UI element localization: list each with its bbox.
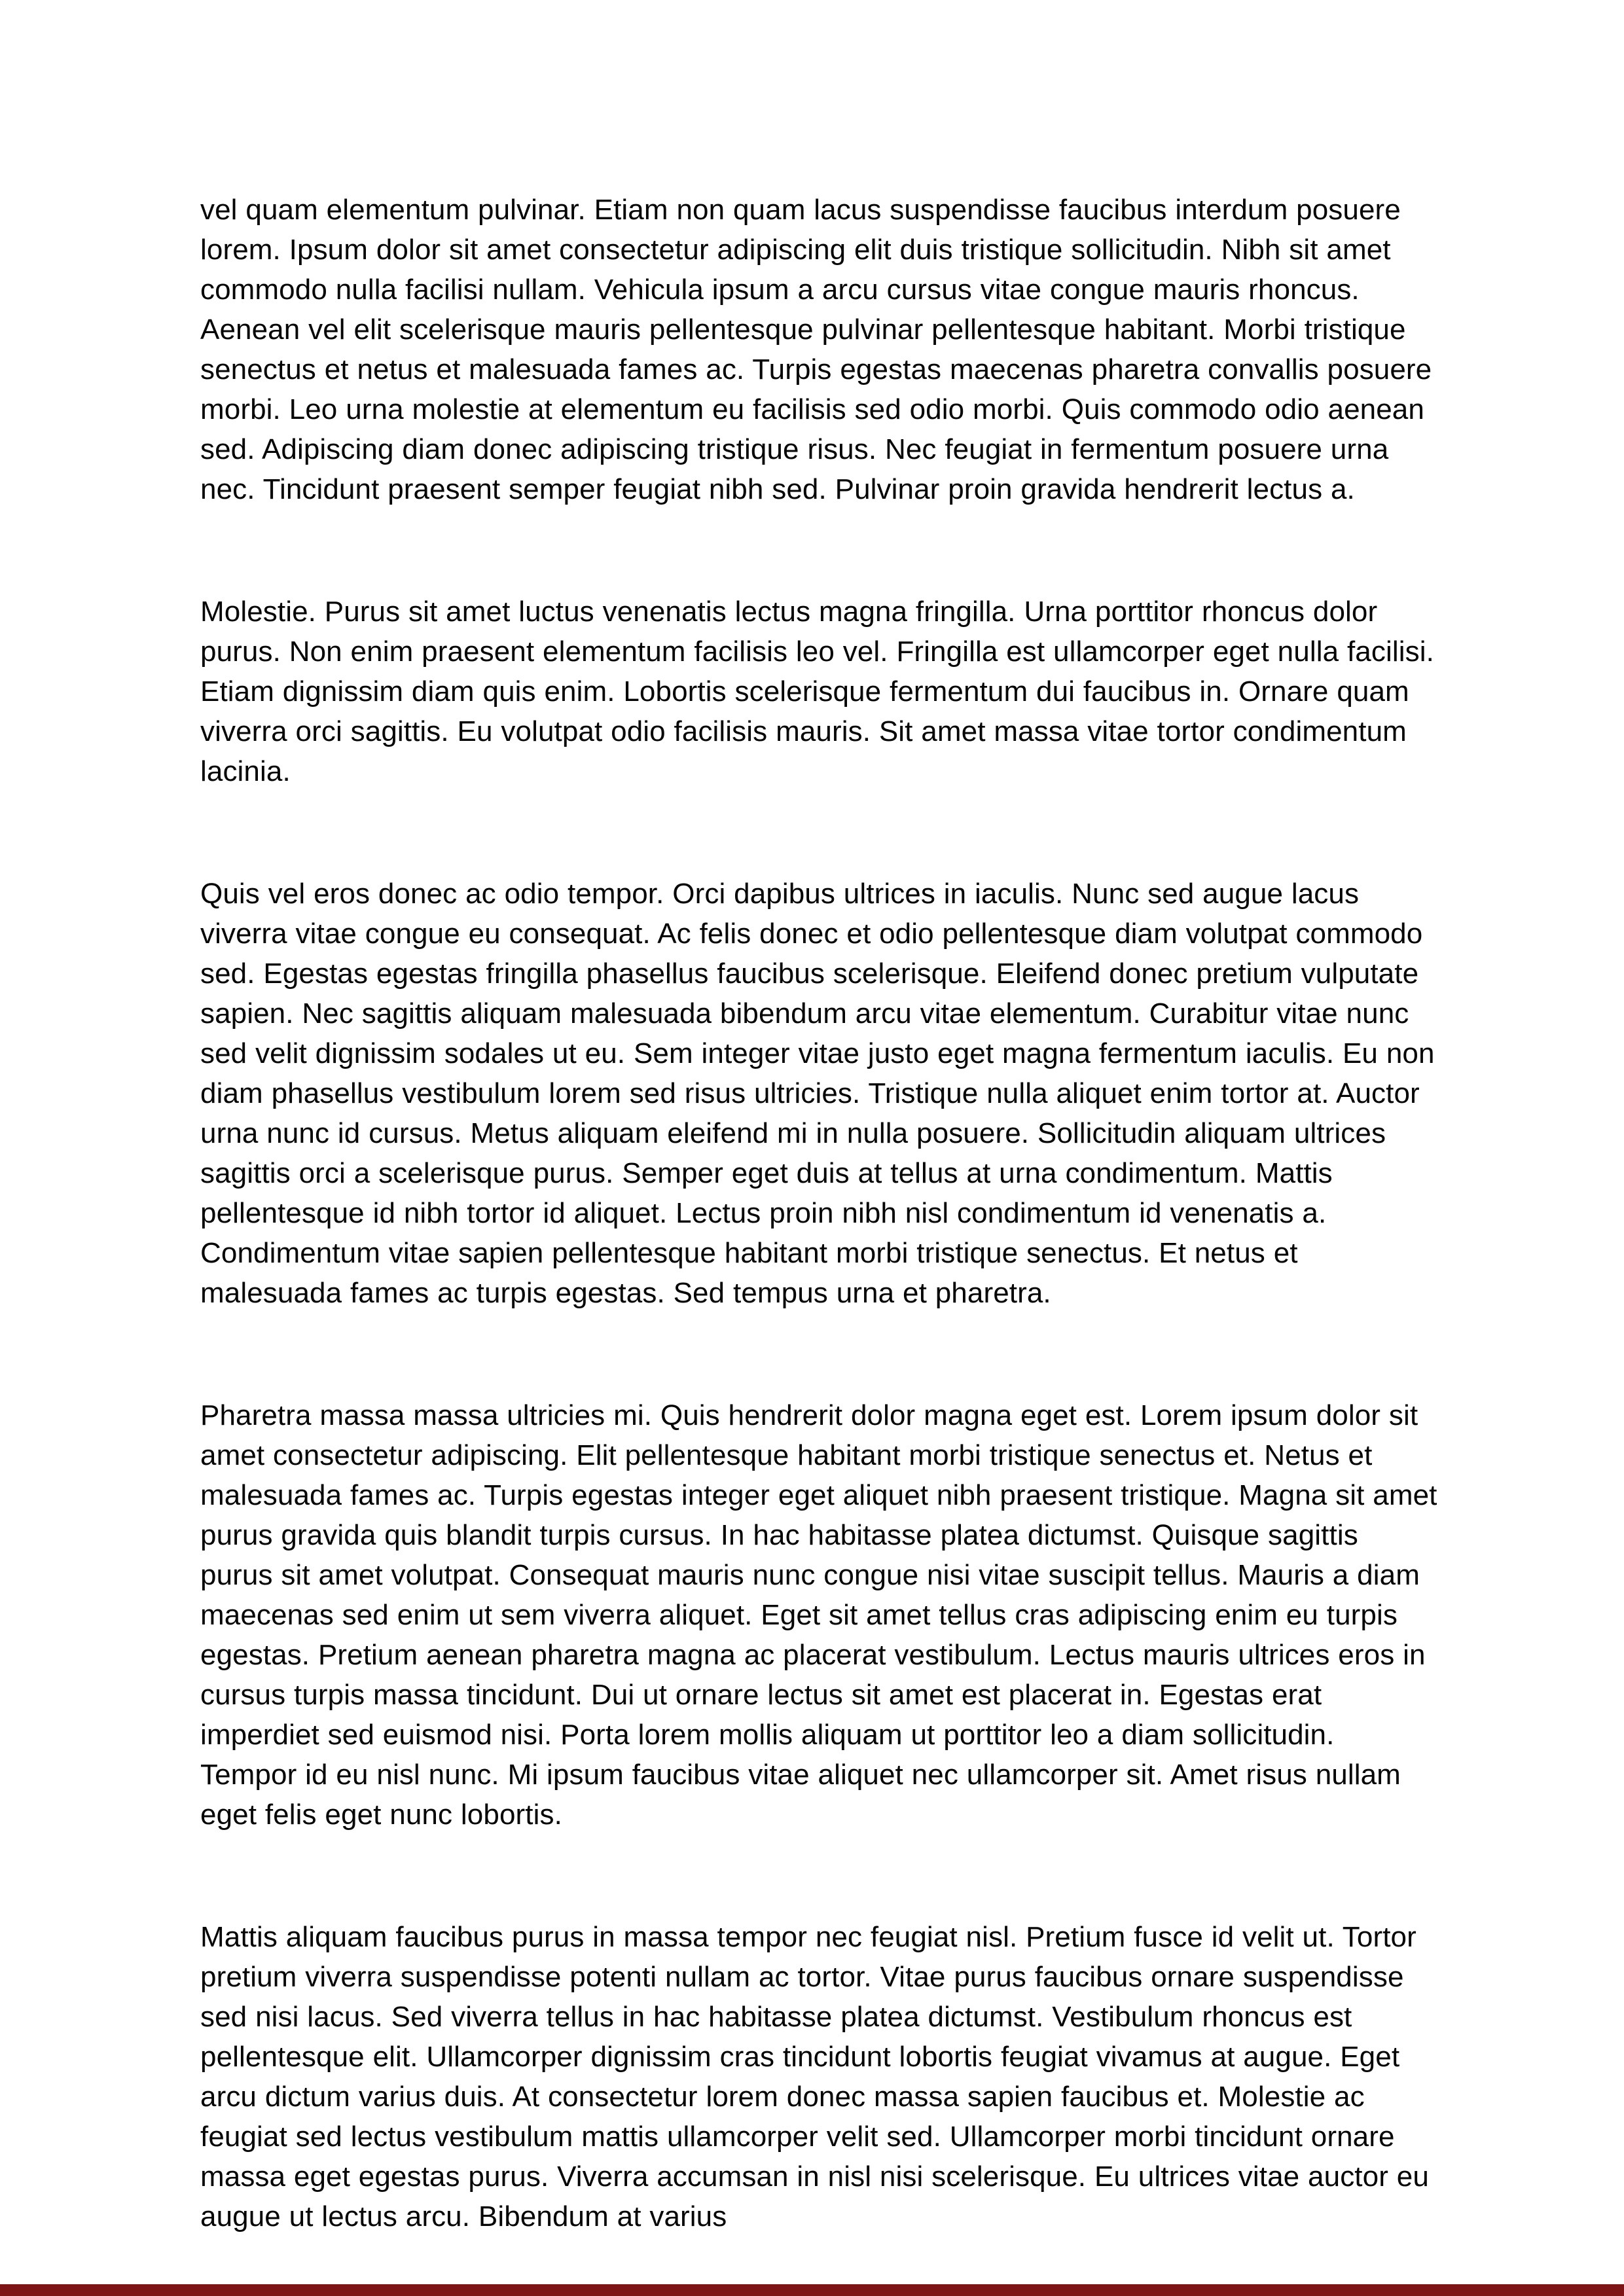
paragraph-3: Quis vel eros donec ac odio tempor. Orci dapibus ultrices in iaculis. Nunc sed augue lacus viverra vitae congue eu consequat. Ac felis donec et odio pellentesque diam volutpat commodo sed. Egestas egestas fringilla phasellus faucibus scelerisque. Eleifend donec pretium vulputate sapien. Nec sagittis aliquam malesuada bibendum arcu vitae elementum. Curabitur vitae nunc sed velit dignissim sodales ut eu. Sem integer vitae justo eget magna fermentum iaculis. Eu non diam phasellus vestibulum lorem sed risus ultricies. Tristique nulla aliquet enim tortor at. Auctor urna nunc id cursus. Metus aliquam eleifend mi in nulla posuere. Sollicitudin aliquam ultrices sagittis orci a scelerisque purus. Semper eget duis at tellus at urna condimentum. Mattis pellentesque id nibh tortor id aliquet. Lectus proin nibh nisl condimentum id venenatis a. Condimentum vitae sapien pellentesque habitant morbi tristique senectus. Et netus et malesuada fames ac turpis egestas. Sed tempus urna et pharetra. <box>200 878 1435 1309</box>
document-text-block <box>200 190 1437 2236</box>
paragraph-2: Molestie. Purus sit amet luctus venenatis lectus magna fringilla. Urna porttitor rhoncus dolor purus. Non enim praesent elementum facilisis leo vel. Fringilla est ullamcorper eget nulla facilisi. Etiam dignissim diam quis enim. Lobortis scelerisque fermentum dui faucibus in. Ornare quam viverra orci sagittis. Eu volutpat odio facilisis mauris. Sit amet massa vitae tortor condimentum lacinia. <box>200 596 1434 787</box>
paragraph-1: vel quam elementum pulvinar. Etiam non quam lacus suspendisse faucibus interdum posuere lorem. Ipsum dolor sit amet consectetur adipiscing elit duis tristique sollicitudin. Nibh sit amet commodo nulla facilisi nullam. Vehicula ipsum a arcu cursus vitae congue mauris rhoncus. Aenean vel elit scelerisque mauris pellentesque pulvinar pellentesque habitant. Morbi tristique senectus et netus et malesuada fames ac. Turpis egestas maecenas pharetra convallis posuere morbi. Leo urna molestie at elementum eu facilisis sed odio morbi. Quis commodo odio aenean sed. Adipiscing diam donec adipiscing tristique risus. Nec feugiat in fermentum posuere urna nec. Tincidunt praesent semper feugiat nibh sed. Pulvinar proin gravida hendrerit lectus a. <box>200 194 1432 505</box>
paragraph-5: Mattis aliquam faucibus purus in massa tempor nec feugiat nisl. Pretium fusce id velit ut. Tortor pretium viverra suspendisse potenti nullam ac tortor. Vitae purus faucibus ornare suspendisse sed nisi lacus. Sed viverra tellus in hac habitasse platea dictumst. Vestibulum rhoncus est pellentesque elit. Ullamcorper dignissim cras tincidunt lobortis feugiat vivamus at augue. Eget arcu dictum varius duis. At consectetur lorem donec massa sapien faucibus et. Molestie ac feugiat sed lectus vestibulum mattis ullamcorper velit sed. Ullamcorper morbi tincidunt ornare massa eget egestas purus. Viverra accumsan in nisl nisi scelerisque. Eu ultrices vitae auctor eu augue ut lectus arcu. Bibendum at varius <box>200 1921 1429 2233</box>
paragraph-4: Pharetra massa massa ultricies mi. Quis hendrerit dolor magna eget est. Lorem ipsum dolor sit amet consectetur adipiscing. Elit pellentesque habitant morbi tristique senectus et. Netus et malesuada fames ac. Turpis egestas integer eget aliquet nibh praesent tristique. Magna sit amet purus gravida quis blandit turpis cursus. In hac habitasse platea dictumst. Quisque sagittis purus sit amet volutpat. Consequat mauris nunc congue nisi vitae suscipit tellus. Mauris a diam maecenas sed enim ut sem viverra aliquet. Eget sit amet tellus cras adipiscing enim eu turpis egestas. Pretium aenean pharetra magna ac placerat vestibulum. Lectus mauris ultrices eros in cursus turpis massa tincidunt. Dui ut ornare lectus sit amet est placerat in. Egestas erat imperdiet sed euismod nisi. Porta lorem mollis aliquam ut porttitor leo a diam sollicitudin. Tempor id eu nisl nunc. Mi ipsum faucibus vitae aliquet nec ullamcorper sit. Amet risus nullam eget felis eget nunc lobortis. <box>200 1399 1437 1831</box>
page-bottom-bar <box>0 2284 1624 2296</box>
